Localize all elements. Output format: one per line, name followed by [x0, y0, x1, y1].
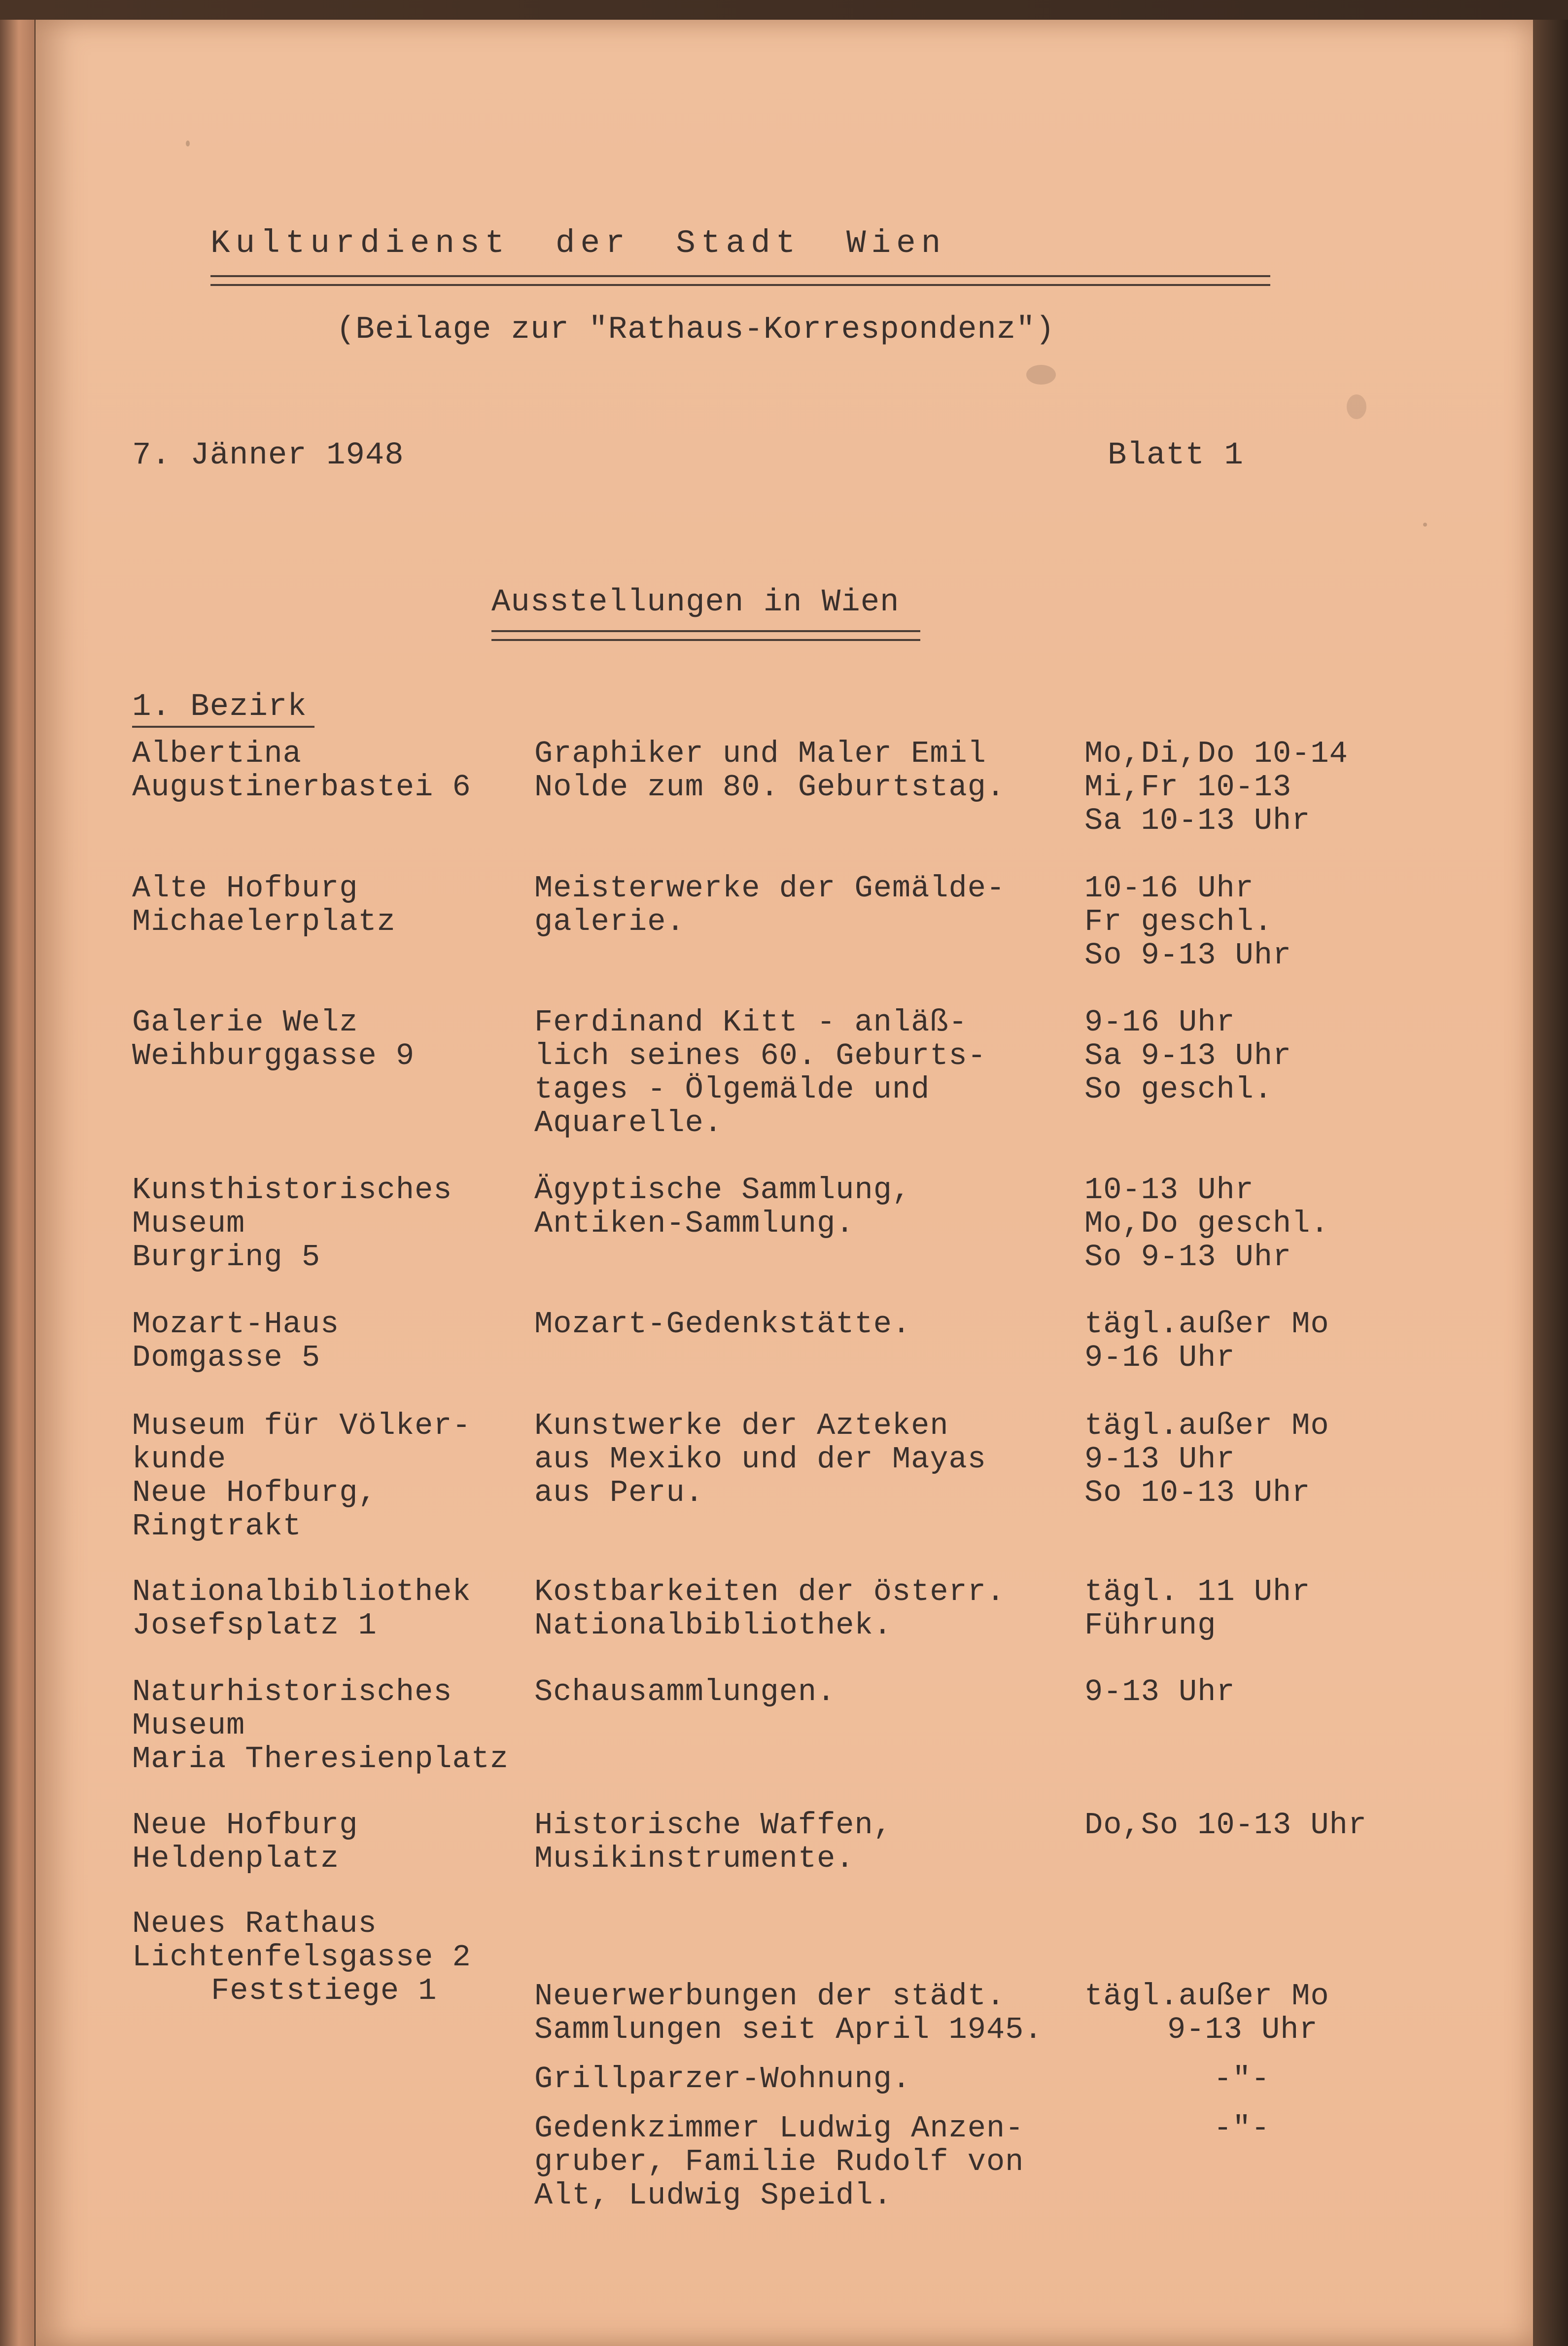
hours-line: Fr geschl.	[1084, 904, 1273, 939]
exhibition-line: Kostbarkeiten der österr.	[534, 1574, 1006, 1609]
hours-line: Sa 10-13 Uhr	[1084, 803, 1311, 838]
book-edge	[1533, 20, 1568, 2346]
venue-line: Michaelerplatz	[132, 904, 396, 939]
venue-line: Neue Hofburg,	[132, 1475, 377, 1510]
hours-line: Führung	[1084, 1608, 1217, 1643]
hours-line: 10-13 Uhr	[1084, 1173, 1254, 1208]
district-underline	[132, 726, 314, 728]
masthead-title: Kulturdienst der Stadt Wien	[210, 225, 946, 262]
exhibition-line: Ferdinand Kitt - anläß-	[534, 1005, 968, 1040]
exhibition-line: Mozart-Gedenkstätte.	[534, 1307, 911, 1342]
exhibition-line: Ägyptische Sammlung,	[534, 1173, 911, 1208]
exhibition-line: tages - Ölgemälde und	[534, 1072, 930, 1107]
venue-line: Galerie Welz	[132, 1005, 358, 1040]
hours-line: -"-	[1214, 2062, 1270, 2097]
hours-line: Mo,Di,Do 10-14	[1084, 736, 1348, 771]
venue-line: Albertina	[132, 736, 302, 771]
ink-speck	[1423, 523, 1427, 527]
exhibition-line: Nationalbibliothek.	[534, 1608, 892, 1643]
venue-line: Lichtenfelsgasse 2	[132, 1940, 471, 1975]
venue-line: Feststiege 1	[211, 1973, 437, 2008]
venue-line: Nationalbibliothek	[132, 1574, 471, 1609]
hours-line: tägl. 11 Uhr	[1084, 1574, 1311, 1609]
venue-line: Kunsthistorisches	[132, 1173, 453, 1208]
exhibition-line: Graphiker und Maler Emil	[534, 736, 986, 771]
venue-line: Josefsplatz 1	[132, 1608, 377, 1643]
exhibition-line: Alt, Ludwig Speidl.	[534, 2178, 892, 2213]
venue-line: kunde	[132, 1442, 227, 1477]
document-page	[35, 20, 1533, 2346]
exhibition-line: Historische Waffen,	[534, 1808, 892, 1843]
exhibition-line: Kunstwerke der Azteken	[534, 1408, 949, 1443]
exhibition-line: Meisterwerke der Gemälde-	[534, 871, 1006, 906]
exhibition-line: Schausammlungen.	[534, 1674, 836, 1709]
hours-line: Mi,Fr 10-13	[1084, 770, 1292, 805]
hours-line: tägl.außer Mo	[1084, 1408, 1329, 1443]
venue-line: Mozart-Haus	[132, 1307, 340, 1342]
hours-line: 9-13 Uhr	[1084, 1442, 1235, 1477]
exhibition-line: aus Mexiko und der Mayas	[534, 1442, 986, 1477]
venue-line: Heldenplatz	[132, 1841, 340, 1876]
subtitle: (Beilage zur "Rathaus-Korrespondenz")	[336, 312, 1055, 348]
exhibition-line: Neuerwerbungen der städt.	[534, 1979, 1006, 2014]
hours-line: 9-13 Uhr	[1167, 2012, 1318, 2047]
venue-line: Museum für Völker-	[132, 1408, 471, 1443]
exhibition-line: Sammlungen seit April 1945.	[534, 2012, 1043, 2047]
venue-line: Alte Hofburg	[132, 871, 358, 906]
hours-line: So 10-13 Uhr	[1084, 1475, 1311, 1510]
hours-line: So geschl.	[1084, 1072, 1273, 1107]
venue-line: Naturhistorisches	[132, 1674, 453, 1709]
exhibition-line: aus Peru.	[534, 1475, 704, 1510]
sheet-number: Blatt 1	[1108, 438, 1244, 473]
hours-line: 10-16 Uhr	[1084, 871, 1254, 906]
exhibition-line: Musikinstrumente.	[534, 1841, 855, 1876]
venue-line: Augustinerbastei 6	[132, 770, 471, 805]
venue-line: Maria Theresienplatz	[132, 1742, 509, 1777]
exhibition-line: Grillparzer-Wohnung.	[534, 2062, 911, 2097]
hours-line: 9-13 Uhr	[1084, 1674, 1235, 1709]
venue-line: Museum	[132, 1708, 245, 1743]
ink-speck	[1026, 365, 1056, 385]
document-date: 7. Jänner 1948	[132, 438, 404, 473]
hours-line: Do,So 10-13 Uhr	[1084, 1808, 1367, 1843]
section-title-double-rule	[491, 630, 920, 641]
venue-line: Weihburggasse 9	[132, 1038, 415, 1073]
district-heading: 1. Bezirk	[132, 689, 307, 725]
hours-line: Sa 9-13 Uhr	[1084, 1038, 1292, 1073]
hours-line: 9-16 Uhr	[1084, 1340, 1235, 1375]
hours-line: 9-16 Uhr	[1084, 1005, 1235, 1040]
hours-line: So 9-13 Uhr	[1084, 1240, 1292, 1275]
venue-line: Neue Hofburg	[132, 1808, 358, 1843]
hours-line: -"-	[1214, 2111, 1270, 2146]
venue-line: Museum	[132, 1206, 245, 1241]
ink-speck	[1347, 394, 1366, 419]
exhibition-line: Gedenkzimmer Ludwig Anzen-	[534, 2111, 1024, 2146]
hours-line: tägl.außer Mo	[1084, 1979, 1329, 2014]
exhibition-line: Nolde zum 80. Geburtstag.	[534, 770, 1006, 805]
exhibition-line: gruber, Familie Rudolf von	[534, 2144, 1024, 2179]
section-title: Ausstellungen in Wien	[491, 585, 900, 620]
exhibition-line: galerie.	[534, 904, 685, 939]
venue-line: Neues Rathaus	[132, 1906, 377, 1941]
venue-line: Ringtrakt	[132, 1509, 302, 1544]
exhibition-line: lich seines 60. Geburts-	[534, 1038, 986, 1073]
venue-line: Burgring 5	[132, 1240, 321, 1275]
hours-line: tägl.außer Mo	[1084, 1307, 1329, 1342]
venue-line: Domgasse 5	[132, 1340, 321, 1375]
masthead-double-rule	[210, 275, 1270, 286]
ink-speck	[186, 141, 190, 146]
hours-line: So 9-13 Uhr	[1084, 938, 1292, 973]
previous-page-edge	[0, 20, 35, 2346]
hours-line: Mo,Do geschl.	[1084, 1206, 1329, 1241]
exhibition-line: Aquarelle.	[534, 1105, 723, 1140]
exhibition-line: Antiken-Sammlung.	[534, 1206, 855, 1241]
